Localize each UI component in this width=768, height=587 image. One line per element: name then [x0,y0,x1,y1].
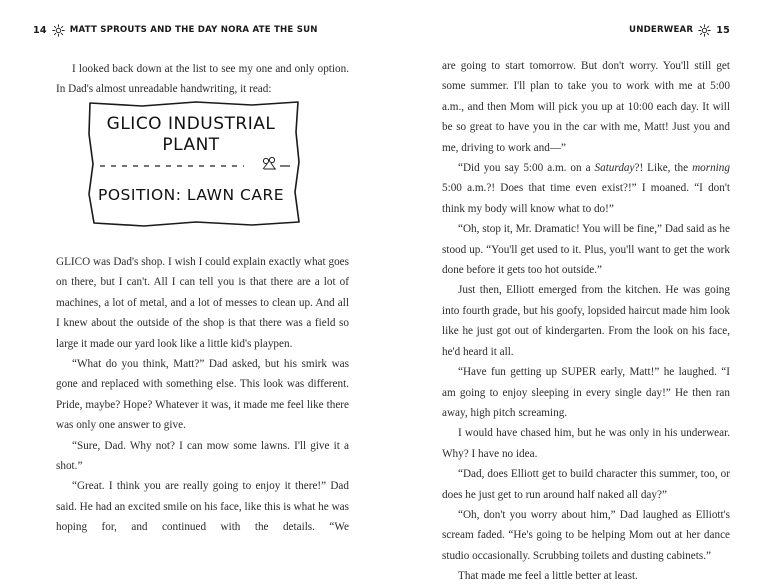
left-page [0,0,384,559]
note-line-plant: PLANT [162,135,220,155]
left-intro-text [56,59,349,100]
handwritten-note [84,98,310,228]
left-body-text [56,252,349,538]
right-running-head [629,22,730,38]
emphasis-morning: morning [692,162,730,175]
sun-icon [52,24,65,37]
paragraph-build-character: “Dad, does Elliott get to build character this summer, too, or does he just get to run around half naked all day?” [442,468,730,501]
intro-paragraph: I looked back down at the list to see my one and only option. In Dad's almost unreadable handwriting, it read: [56,63,349,96]
right-page [384,0,768,583]
left-page-number: 14 [33,24,47,36]
left-running-head [33,22,318,38]
paragraph-saturday: “Did you say 5:00 a.m. on a Saturday?! Like, the morning 5:00 a.m.?! Does that time even exist?!” I moaned. “I don't think my body will know what to do!” [442,162,730,215]
right-page-number: 15 [716,24,730,36]
paragraph-what-do-you-think: “What do you think, Matt?” Dad asked, but his smirk was gone and replaced with something else. This look was different. Pride, maybe? Hope? Whatever it was, it made me feel like there was only one answer to give. [56,358,349,432]
right-body-text [442,56,730,587]
left-running-head-title: MATT SPROUTS AND THE DAY NORA ATE THE SUN [69,25,318,35]
paragraph-great: “Great. I think you are really going to enjoy it there!” Dad said. He had an excited smile on his face, like this is what he was hoping for, and continued with the details. “We [56,480,349,534]
paragraph-underwear: I would have chased him, but he was only in his underwear. Why? I have no idea. [442,427,730,460]
paragraph-sure-dad: “Sure, Dad. Why not? I can mow some lawns. I'll give it a shot.” [56,439,349,473]
emphasis-saturday: Saturday [594,162,635,175]
note-line-position: POSITION: LAWN CARE [97,186,285,204]
paragraph-super-early: “Have fun getting up SUPER early, Matt!” he laughed. “I am going to enjoy sleeping in every single day!” He then ran away, high pitch screaming. [442,366,730,419]
sun-icon [698,24,711,37]
paragraph-continued: are going to start tomorrow. But don't worry. You'll still get some summer. I'll plan to take you to work with me at 5:00 a.m., and then Mom will pick you up at 10:00 each day. It will be so great to have you in the car with me, Matt! Just you and me, driving to work and—” [442,60,730,154]
paragraph-mr-dramatic: “Oh, stop it, Mr. Dramatic! You will be fine,” Dad said as he stood up. “You'll get used to it. Plus, you'll want to get the work done before it gets too hot outside.” [442,223,730,277]
paragraph-feel-better: That made me feel a little better at least. [458,570,638,583]
paragraph-dance-studio: “Oh, don't you worry about him,” Dad laughed as Elliott's scream faded. “He's going to be helping Mom out at her dance studio occasionally. Scrubbing toilets and dusting cabinets.” [442,508,730,562]
paragraph-glico: GLICO was Dad's shop. I wish I could explain exactly what goes on there, but I can't. All I can tell you is that there are a lot of machines, a lot of metal, and a lot of messes to clean up. And all I knew about the outside of the shop is that there was a field so large it made our yard look like a little kid's playpen. [56,256,349,350]
right-running-head-title: UNDERWEAR [629,25,694,35]
paragraph-elliott-emerged: Just then, Elliott emerged from the kitchen. He was going into fourth grade, but his goofy, lopsided haircut made him look like he just got out of kindergarten. From the look on his face, he'd heard it all. [442,284,730,358]
note-line-company: GLICO INDUSTRIAL [106,114,276,134]
